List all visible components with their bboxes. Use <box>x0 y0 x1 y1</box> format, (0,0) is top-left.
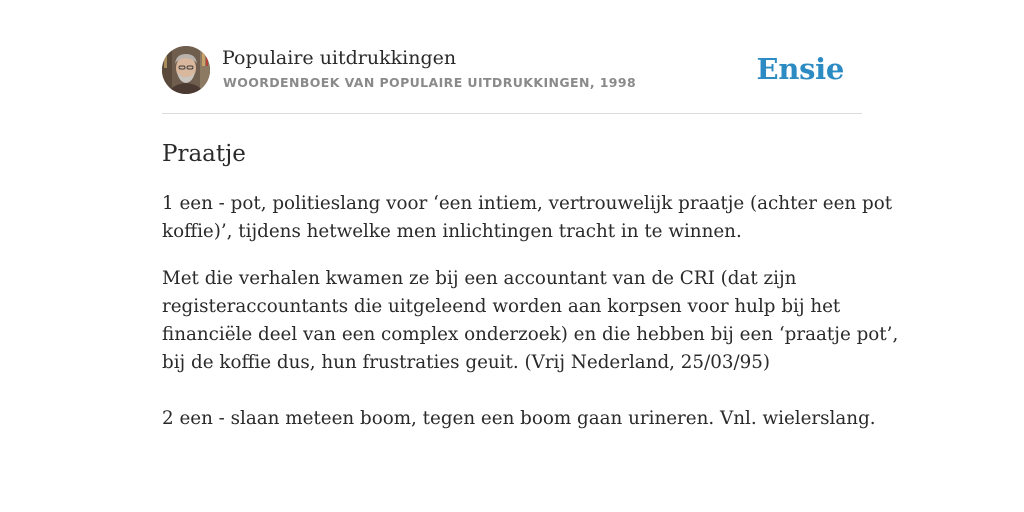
paragraph-line: financiële deel van een complex onderzoek) en die hebben bij een ‘praatje pot’, <box>162 324 899 345</box>
author-portrait-icon[interactable] <box>162 46 210 94</box>
source-title[interactable]: Populaire uitdrukkingen <box>222 47 457 69</box>
paragraph-line: bij de koffie dus, hun frustraties geuit. (Vrij Nederland, 25/03/95) <box>162 352 771 373</box>
entry-title: Praatje <box>162 141 246 167</box>
definition-paragraph-2 <box>162 405 876 433</box>
paragraph-line: registeraccountants die uitgeleend worden aan korpsen voor hulp bij het <box>162 296 841 317</box>
entry-card <box>162 46 899 433</box>
source-subtitle: WOORDENBOEK VAN POPULAIRE UITDRUKKINGEN, 1998 <box>223 75 637 90</box>
ensie-logo[interactable]: Ensie <box>756 52 844 86</box>
paragraph-line: Met die verhalen kwamen ze bij een accountant van de CRI (dat zijn <box>162 268 797 289</box>
source-header <box>162 46 862 114</box>
paragraph-line: 2 een - slaan meteen boom, tegen een boom gaan urineren. Vnl. wielerslang. <box>162 408 876 429</box>
paragraph-line: 1 een - pot, politieslang voor ‘een intiem, vertrouwelijk praatje (achter een pot <box>162 193 893 214</box>
example-quote-paragraph <box>162 265 899 377</box>
definition-paragraph-1 <box>162 190 893 246</box>
paragraph-line: koffie)’, tijdens hetwelke men inlichtingen tracht in te winnen. <box>162 221 742 242</box>
